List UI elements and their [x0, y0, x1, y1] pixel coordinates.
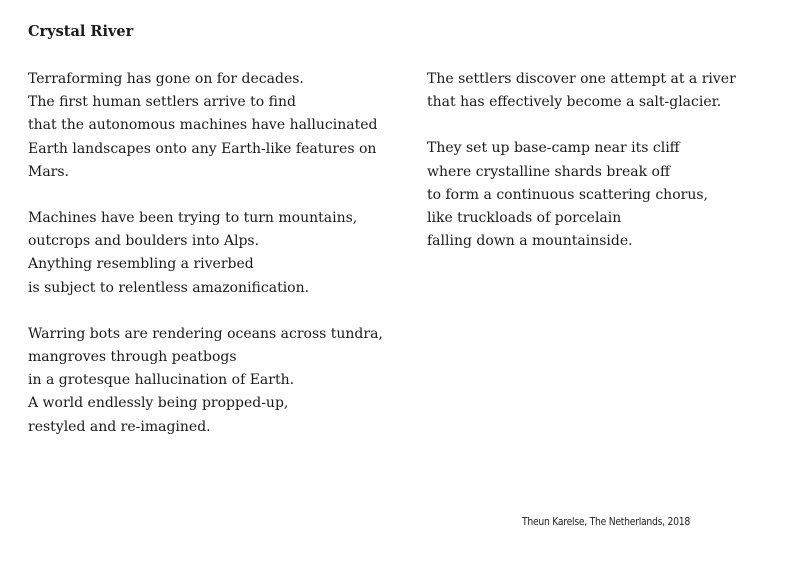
- poem-line: The first human settlers arrive to find: [28, 94, 296, 111]
- poem-line: Machines have been trying to turn mountains,: [28, 210, 358, 227]
- poem-line: outcrops and boulders into Alps.: [28, 233, 260, 250]
- poem-line: Warring bots are rendering oceans across tundra,: [28, 325, 383, 342]
- left-column: [28, 68, 388, 462]
- poem-line: falling down a mountainside.: [427, 233, 633, 250]
- stanza: [28, 207, 388, 300]
- poem-line: A world endlessly being propped-up,: [28, 395, 289, 412]
- poem-line: The settlers discover one attempt at a river: [427, 71, 736, 87]
- poem-line: Terraforming has gone on for decades.: [28, 71, 304, 87]
- stanza: [427, 68, 787, 114]
- poem-title: Crystal River: [28, 23, 134, 40]
- poem-line: They set up base-camp near its cliff: [427, 140, 680, 157]
- stanza: [28, 68, 388, 184]
- right-column: [427, 68, 787, 276]
- poem-line: restyled and re-imagined.: [28, 418, 211, 435]
- author-credit: Theun Karelse, The Netherlands, 2018: [522, 516, 690, 528]
- poem-line: is subject to relentless amazonification.: [28, 279, 310, 296]
- stanza: [427, 137, 787, 253]
- poem-line: Mars.: [28, 163, 70, 180]
- poem-line: that has effectively become a salt-glacier.: [427, 94, 722, 111]
- poem-line: Anything resembling a riverbed: [28, 256, 254, 273]
- poem-line: like truckloads of porcelain: [427, 210, 622, 227]
- poem-line: to form a continuous scattering chorus,: [427, 186, 708, 203]
- poem-line: that the autonomous machines have hallucinated: [28, 117, 378, 134]
- poem-line: mangroves through peatbogs: [28, 349, 237, 366]
- poem-line: where crystalline shards break off: [427, 163, 670, 180]
- stanza: [28, 323, 388, 439]
- poem-line: in a grotesque hallucination of Earth.: [28, 372, 295, 389]
- poem-line: Earth landscapes onto any Earth-like features on: [28, 140, 377, 157]
